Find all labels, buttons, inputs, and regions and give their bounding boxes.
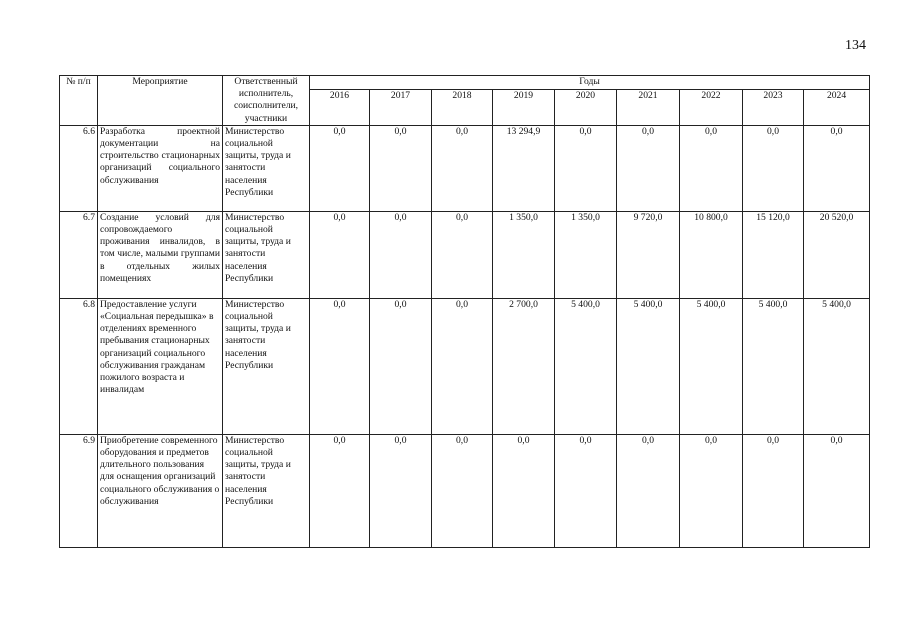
budget-table	[59, 75, 870, 548]
row-value: 5 400,0	[617, 298, 680, 434]
row-event: Создание условий для сопровождаемого проживания инвалидов, в том числе, малыми группами в отдельных жилых помещениях	[98, 211, 223, 298]
row-value: 0,0	[555, 434, 617, 547]
row-value: 0,0	[370, 211, 432, 298]
header-year: 2022	[680, 89, 743, 125]
row-value: 0,0	[432, 298, 493, 434]
row-num: 6.9	[60, 434, 98, 547]
page-number: 134	[845, 38, 866, 53]
row-responsible: Министерство социальной защиты, труда и занятости населения Республики	[223, 298, 310, 434]
row-value: 2 700,0	[493, 298, 555, 434]
table-row	[60, 125, 870, 211]
header-num: № п/п	[60, 76, 98, 126]
row-value: 0,0	[804, 125, 870, 211]
row-value: 1 350,0	[555, 211, 617, 298]
row-value: 0,0	[617, 125, 680, 211]
row-value: 5 400,0	[555, 298, 617, 434]
header-event: Мероприятие	[98, 76, 223, 126]
table-row	[60, 434, 870, 547]
row-responsible: Министерство социальной защиты, труда и занятости населения Республики	[223, 211, 310, 298]
table-row	[60, 298, 870, 434]
row-value: 0,0	[680, 434, 743, 547]
row-value: 9 720,0	[617, 211, 680, 298]
header-year: 2020	[555, 89, 617, 125]
row-num: 6.6	[60, 125, 98, 211]
row-event: Разработка проектной документации на строительство стационарных организаций социального обслуживания	[98, 125, 223, 211]
row-value: 0,0	[743, 125, 804, 211]
header-year: 2024	[804, 89, 870, 125]
row-value: 0,0	[680, 125, 743, 211]
row-value: 0,0	[804, 434, 870, 547]
header-year: 2017	[370, 89, 432, 125]
row-value: 0,0	[555, 125, 617, 211]
row-value: 1 350,0	[493, 211, 555, 298]
row-value: 5 400,0	[743, 298, 804, 434]
table-row	[60, 211, 870, 298]
row-value: 0,0	[370, 298, 432, 434]
header-year: 2016	[310, 89, 370, 125]
row-value: 0,0	[370, 125, 432, 211]
row-value: 0,0	[617, 434, 680, 547]
row-num: 6.8	[60, 298, 98, 434]
header-responsible: Ответственный исполнитель, соисполнители, участники	[223, 76, 310, 126]
row-value: 0,0	[310, 211, 370, 298]
header-years-group: Годы	[310, 76, 870, 90]
row-value: 0,0	[432, 211, 493, 298]
row-responsible: Министерство социальной защиты, труда и занятости населения Республики	[223, 125, 310, 211]
row-value: 5 400,0	[680, 298, 743, 434]
row-event: Приобретение современного оборудования и предметов длительного пользования для оснащения организаций социального обслуживания о обслуживания	[98, 434, 223, 547]
header-year: 2018	[432, 89, 493, 125]
row-value: 0,0	[310, 434, 370, 547]
row-value: 0,0	[493, 434, 555, 547]
row-value: 0,0	[310, 125, 370, 211]
header-year: 2023	[743, 89, 804, 125]
row-value: 0,0	[310, 298, 370, 434]
row-num: 6.7	[60, 211, 98, 298]
row-value: 13 294,9	[493, 125, 555, 211]
row-value: 0,0	[370, 434, 432, 547]
row-value: 15 120,0	[743, 211, 804, 298]
header-year: 2019	[493, 89, 555, 125]
row-value: 20 520,0	[804, 211, 870, 298]
header-year: 2021	[617, 89, 680, 125]
row-value: 0,0	[432, 125, 493, 211]
row-value: 5 400,0	[804, 298, 870, 434]
row-value: 0,0	[743, 434, 804, 547]
row-event: Предоставление услуги «Социальная передышка» в отделениях временного пребывания стационарных организаций социального обслуживания гражданам пожилого возраста и инвалидам	[98, 298, 223, 434]
row-value: 10 800,0	[680, 211, 743, 298]
row-responsible: Министерство социальной защиты, труда и занятости населения Республики	[223, 434, 310, 547]
row-value: 0,0	[432, 434, 493, 547]
